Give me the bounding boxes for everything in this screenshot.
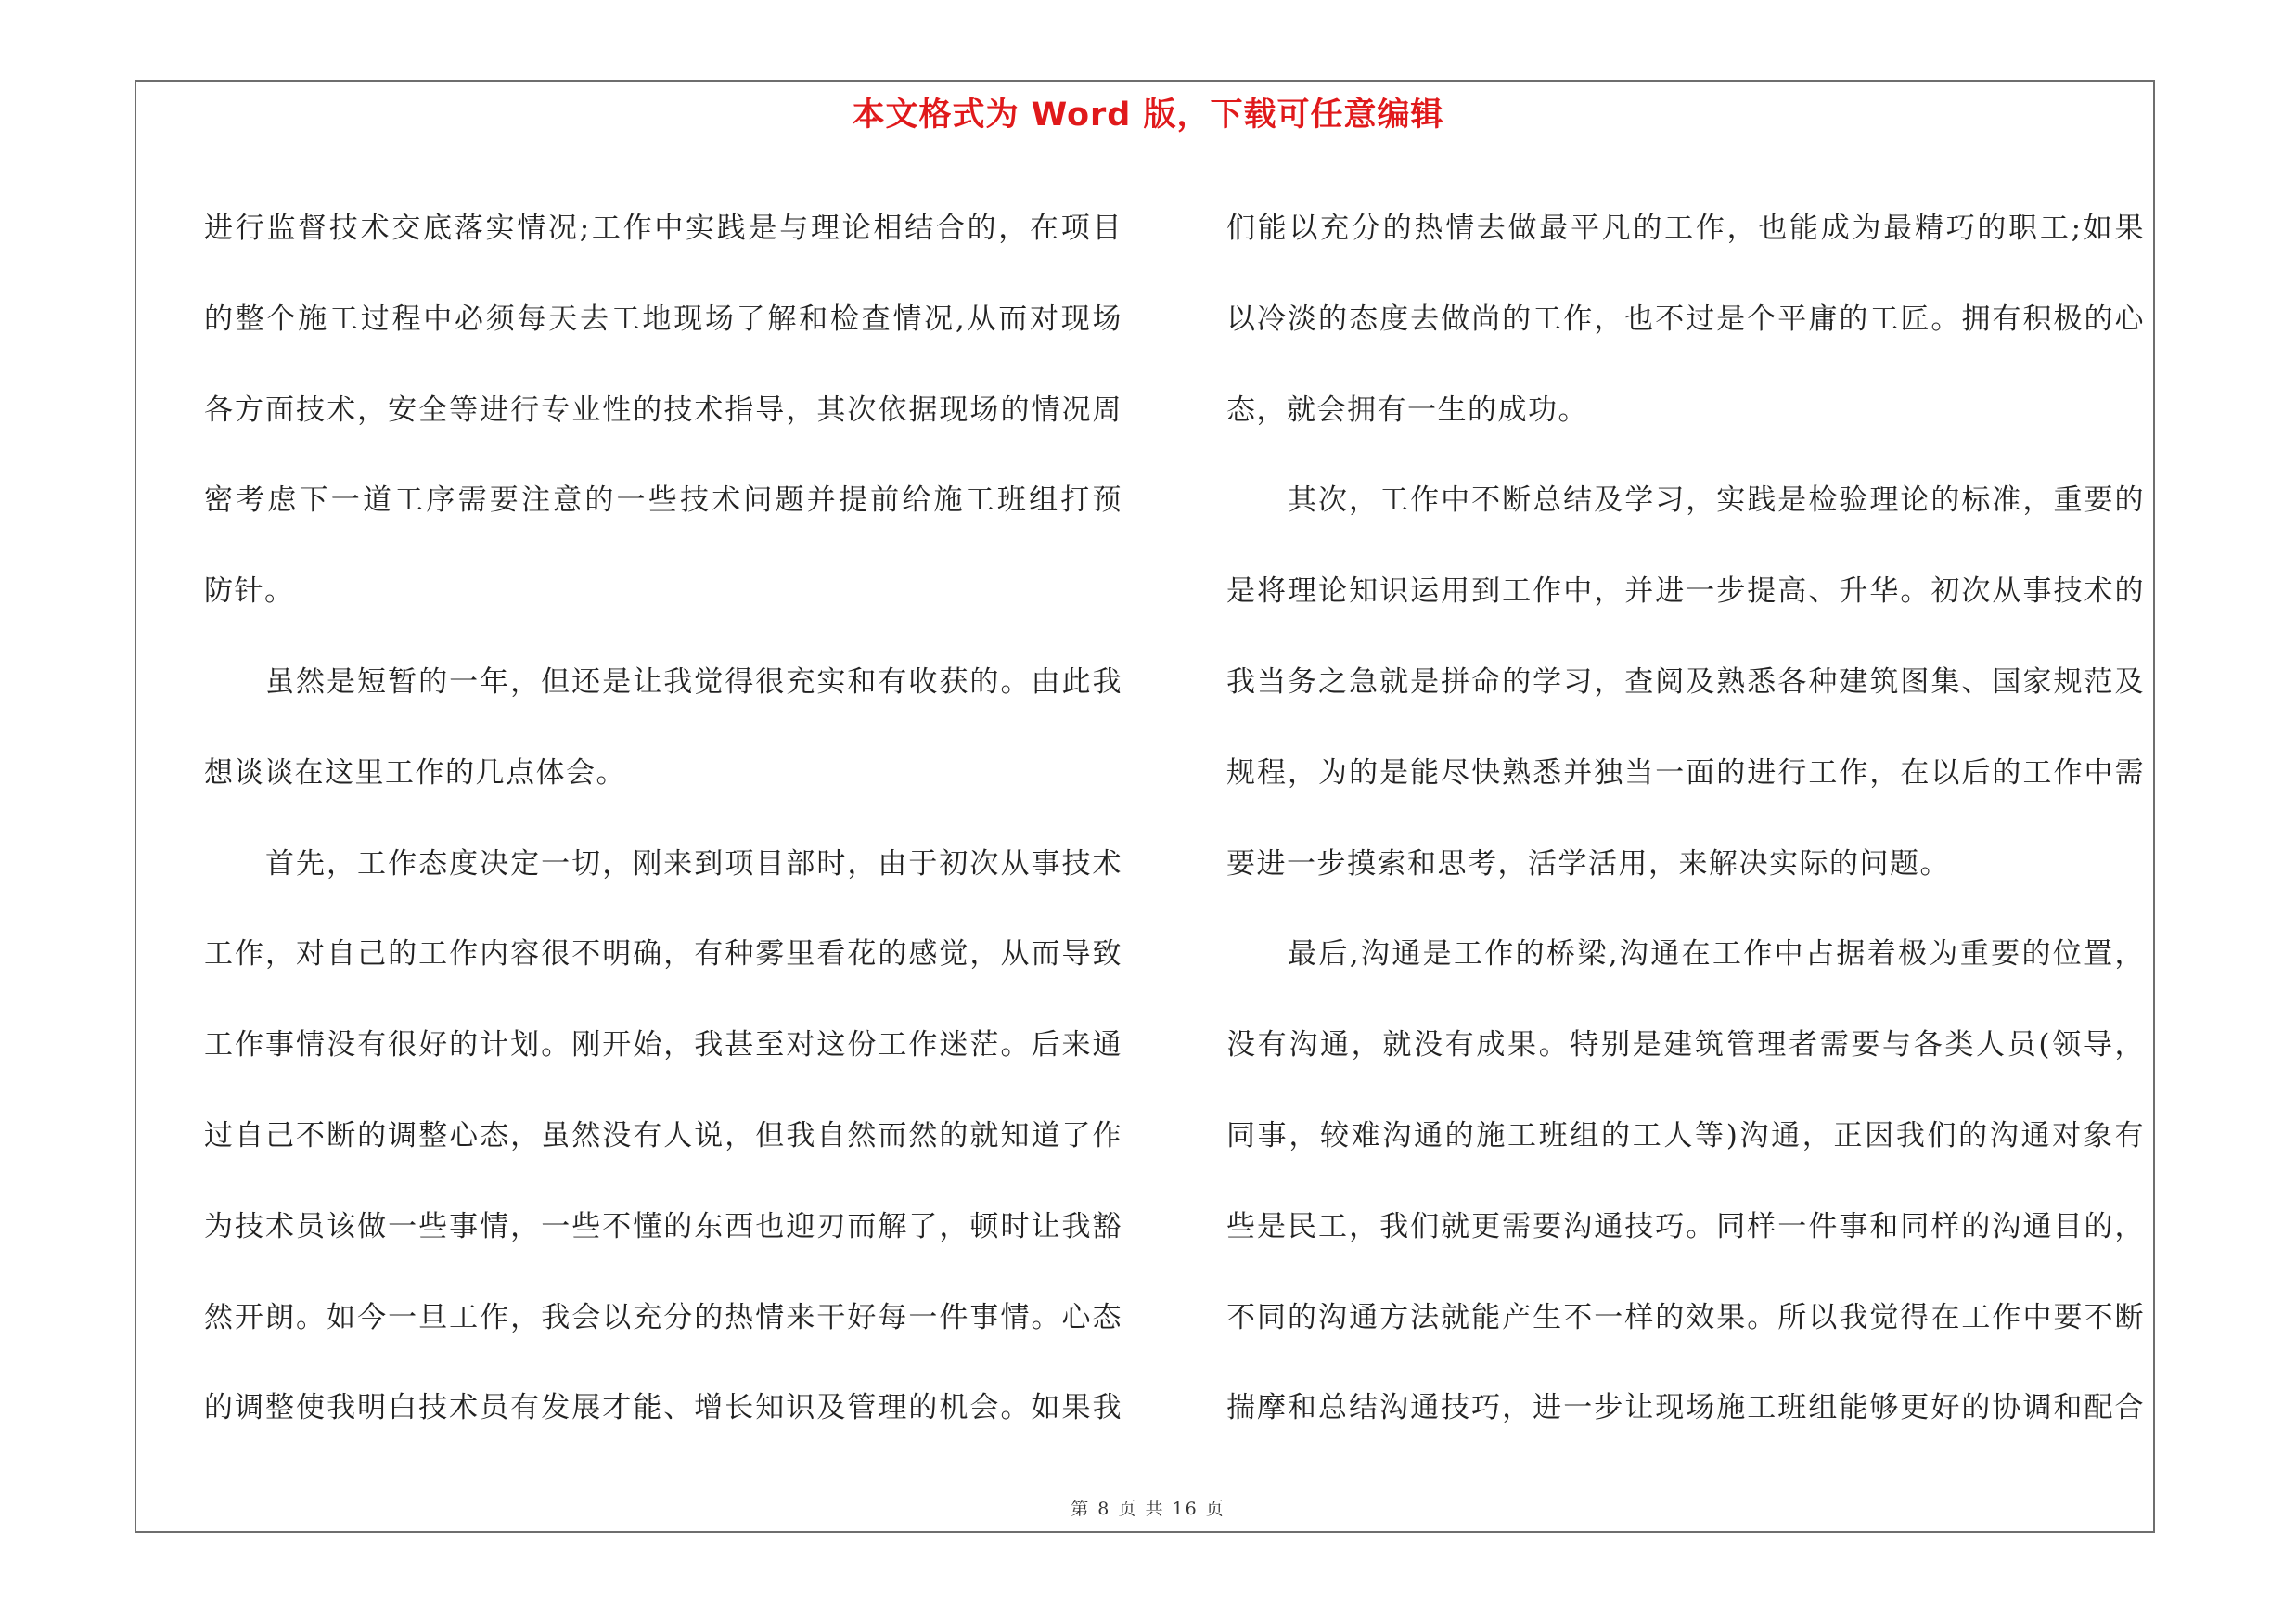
text-line: 进行监督技术交底落实情况;工作中实践是与理论相结合的，在项目 [204, 212, 1122, 245]
text-line: 不同的沟通方法就能产生不一样的效果。所以我觉得在工作中要不断 [1226, 1300, 2145, 1334]
text-line: 过自己不断的调整心态，虽然没有人说，但我自然而然的就知道了作 [204, 1118, 1122, 1153]
text-line: 首先，工作态度决定一切，刚来到项目部时，由于初次从事技术 [265, 846, 1122, 881]
text-line: 然开朗。如今一旦工作，我会以充分的热情来干好每一件事情。心态 [204, 1300, 1122, 1334]
text-line: 态，就会拥有一生的成功。 [1226, 393, 1588, 427]
text-line: 的调整使我明白技术员有发展才能、增长知识及管理的机会。如果我 [204, 1391, 1122, 1425]
text-line: 密考虑下一道工序需要注意的一些技术问题并提前给施工班组打预 [204, 483, 1122, 518]
left-text-column [204, 184, 1122, 1454]
text-line: 揣摩和总结沟通技巧，进一步让现场施工班组能够更好的协调和配合 [1226, 1391, 2145, 1425]
text-line: 规程，为的是能尽快熟悉并独当一面的进行工作，在以后的工作中需 [1226, 755, 2145, 790]
text-line: 想谈谈在这里工作的几点体会。 [204, 755, 626, 790]
text-line: 工作，对自己的工作内容很不明确，有种雾里看花的感觉，从而导致 [204, 937, 1122, 972]
text-line: 工作事情没有很好的计划。刚开始，我甚至对这份工作迷茫。后来通 [204, 1028, 1122, 1063]
text-line: 虽然是短暂的一年，但还是让我觉得很充实和有收获的。由此我 [265, 664, 1122, 699]
text-line: 的整个施工过程中必须每天去工地现场了解和检查情况,从而对现场 [204, 302, 1122, 336]
page-number-footer: 第 8 页 共 16 页 [1071, 1499, 1225, 1519]
format-notice-banner: 本文格式为 Word 版，下载可任意编辑 [852, 97, 1444, 134]
text-line: 们能以充分的热情去做最平凡的工作，也能成为最精巧的职工;如果 [1226, 212, 2145, 245]
text-line: 防针。 [204, 574, 295, 609]
text-line: 些是民工，我们就更需要沟通技巧。同样一件事和同样的沟通目的， [1226, 1209, 2145, 1243]
text-line: 要进一步摸索和思考，活学活用，来解决实际的问题。 [1226, 846, 1950, 881]
text-line: 以冷淡的态度去做尚的工作，也不过是个平庸的工匠。拥有积极的心 [1226, 302, 2145, 336]
text-line: 没有沟通，就没有成果。特别是建筑管理者需要与各类人员(领导， [1226, 1028, 2145, 1063]
right-text-column [1226, 184, 2145, 1454]
text-line: 各方面技术，安全等进行专业性的技术指导，其次依据现场的情况周 [204, 393, 1122, 427]
text-line: 为技术员该做一些事情，一些不懂的东西也迎刃而解了，顿时让我豁 [204, 1209, 1122, 1243]
text-line: 同事，较难沟通的施工班组的工人等)沟通，正因我们的沟通对象有 [1226, 1118, 2145, 1153]
text-line: 是将理论知识运用到工作中，并进一步提高、升华。初次从事技术的 [1226, 574, 2145, 609]
text-line: 其次，工作中不断总结及学习，实践是检验理论的标准，重要的 [1288, 483, 2145, 518]
text-line: 最后,沟通是工作的桥梁,沟通在工作中占据着极为重要的位置， [1288, 937, 2145, 972]
text-line: 我当务之急就是拼命的学习，查阅及熟悉各种建筑图集、国家规范及 [1226, 664, 2145, 699]
